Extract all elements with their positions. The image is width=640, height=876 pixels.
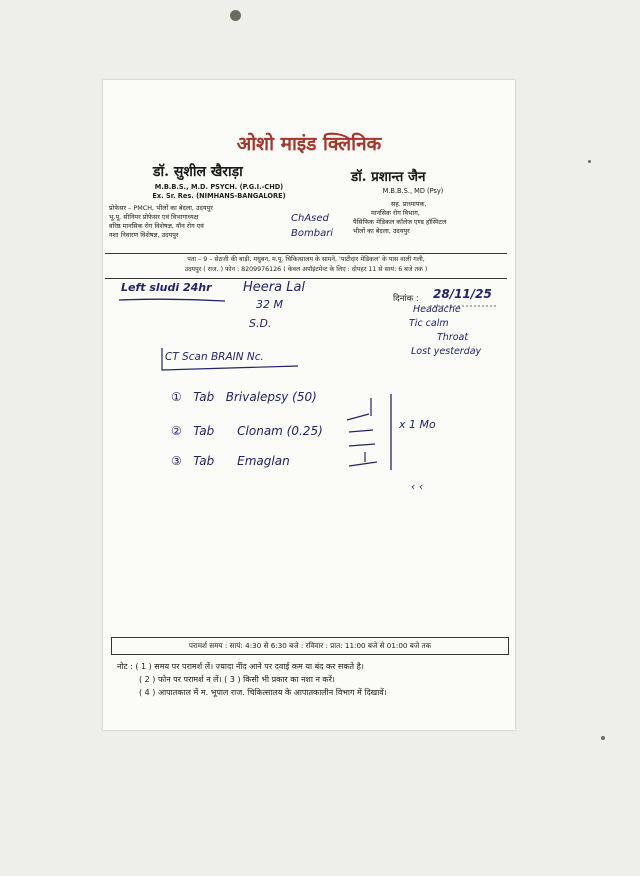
rx-number: ② [171,424,182,438]
symptom-item: Lost yesterday [411,346,482,357]
note-line: ( 2 ) फोन पर परामर्श न लें। ( 3 ) किसी भी प्रकार का नशा न करें। [139,675,335,684]
rx-duration: x 1 Mo [399,418,436,431]
description-line: नशा निवारण विशेषज्ञ, उदयपुर [109,231,179,239]
prescription-date: 28/11/25 [433,287,492,301]
description-line: प्रोफेसर – PMCH, भीलों का बेदला, उदयपुर [109,204,213,212]
symptom-item: Throat [437,332,469,343]
rx-bracket [387,392,399,472]
rx-drug: Brivalepsy (50) [225,390,317,404]
handwritten-ref-note [291,211,333,241]
divider-bottom [105,278,507,279]
symptom-item: Tic calm [409,318,449,329]
patient-status: S.D. [249,317,272,330]
rx-dosage-marks [343,392,393,482]
divider-top [105,253,507,254]
rx-item-3 [171,454,290,468]
rx-form: Tab [193,424,215,438]
note-line: नोट : ( 1 ) समय पर परामर्श लें। ज्यादा नींद आने पर दवाई कम या बंद कर सकते है। [117,662,364,671]
description-line: भीलों का बेदला, उदयपुर [353,227,410,235]
consultation-timing: परामर्श समय : सायं: 4:30 से 6:30 बजे : रविवार : प्रात: 11:00 बजे से 01:00 बजे तक [111,637,509,655]
address-line: उदयपुर ( राज. ) फोन : 8209976126 ( केवल अपॉइंटमेन्ट के लिए : दोपहर 11 से सायं: 6 बजे तक ) [184,266,428,273]
patient-age: 32 M [256,298,283,311]
ref-line: Bombari [291,228,334,239]
stray-mark: ‹ ‹ [411,480,424,493]
rx-drug: Emaglan [237,454,290,468]
address-line: पता – 9 – सेठजी की बाड़ी, मधुबन, म.पू. चिकित्सालय के सामने, 'पाटीदार मेडिकल' के पास वाली गली, [187,256,425,263]
description-line: पैसिफिक मेडिकल कॉलेज एण्ड हॉस्पिटल [353,218,447,226]
scan-spot [601,736,605,740]
ct-scan-order: CT Scan BRAIN Nc. [165,351,264,363]
notes [117,660,387,699]
symptom-item: Headache [413,304,461,315]
doctor-left-description [109,204,213,240]
symptoms-list [409,303,481,359]
underline-left-note [117,297,227,303]
rx-drug: Clonam (0.25) [237,424,323,438]
ct-scan-box [158,344,308,374]
clinic-name: ओशो माइंड क्लिनिक [236,133,382,155]
degree-line: M.B.B.S., M.D. PSYCH. (P.G.I.-CHD) [154,183,284,191]
doctor-right-name: डॉ. प्रशान्त जैन [351,169,426,185]
rx-number: ① [171,390,182,404]
doctor-left-name: डॉ. सुशील खैराड़ा [153,164,243,180]
description-line: भू.पू. सीनियर प्रोफेसर एवं विभागाध्यक्ष [109,213,199,221]
rx-item-1 [171,390,317,404]
note-line: ( 4 ) आपातकाल में म. भूपाल राज. चिकित्सालय के आपातकालीन विभाग में दिखावें। [139,688,387,697]
rx-form: Tab [193,390,215,404]
scan-spot [230,10,241,21]
doctor-right-degrees: M.B.B.S., MD (Psy) [382,187,444,195]
description-line: सह. प्राध्यापक, [391,200,427,208]
rx-form: Tab [193,454,215,468]
description-line: वरिष्ठ मानसिक रोग विशेषज्ञ, यौन रोग एवं [109,222,204,230]
clinic-address [105,255,507,275]
ref-line: ChAsed [291,213,329,224]
prescription-sheet [103,80,515,730]
description-line: मानसिक रोग विभाग, [371,209,420,217]
doctor-right-description [353,200,446,236]
rx-number: ③ [171,454,182,468]
patient-left-note: Left sludi 24hr [121,281,212,294]
patient-name: Heera Lal [243,280,306,295]
degree-line: Ex. Sr. Res. (NIMHANS-BANGALORE) [152,192,286,200]
date-label: दिनांक : [393,294,419,304]
rx-item-2 [171,424,323,438]
scan-spot [588,160,591,163]
doctor-left-degrees [149,183,289,201]
